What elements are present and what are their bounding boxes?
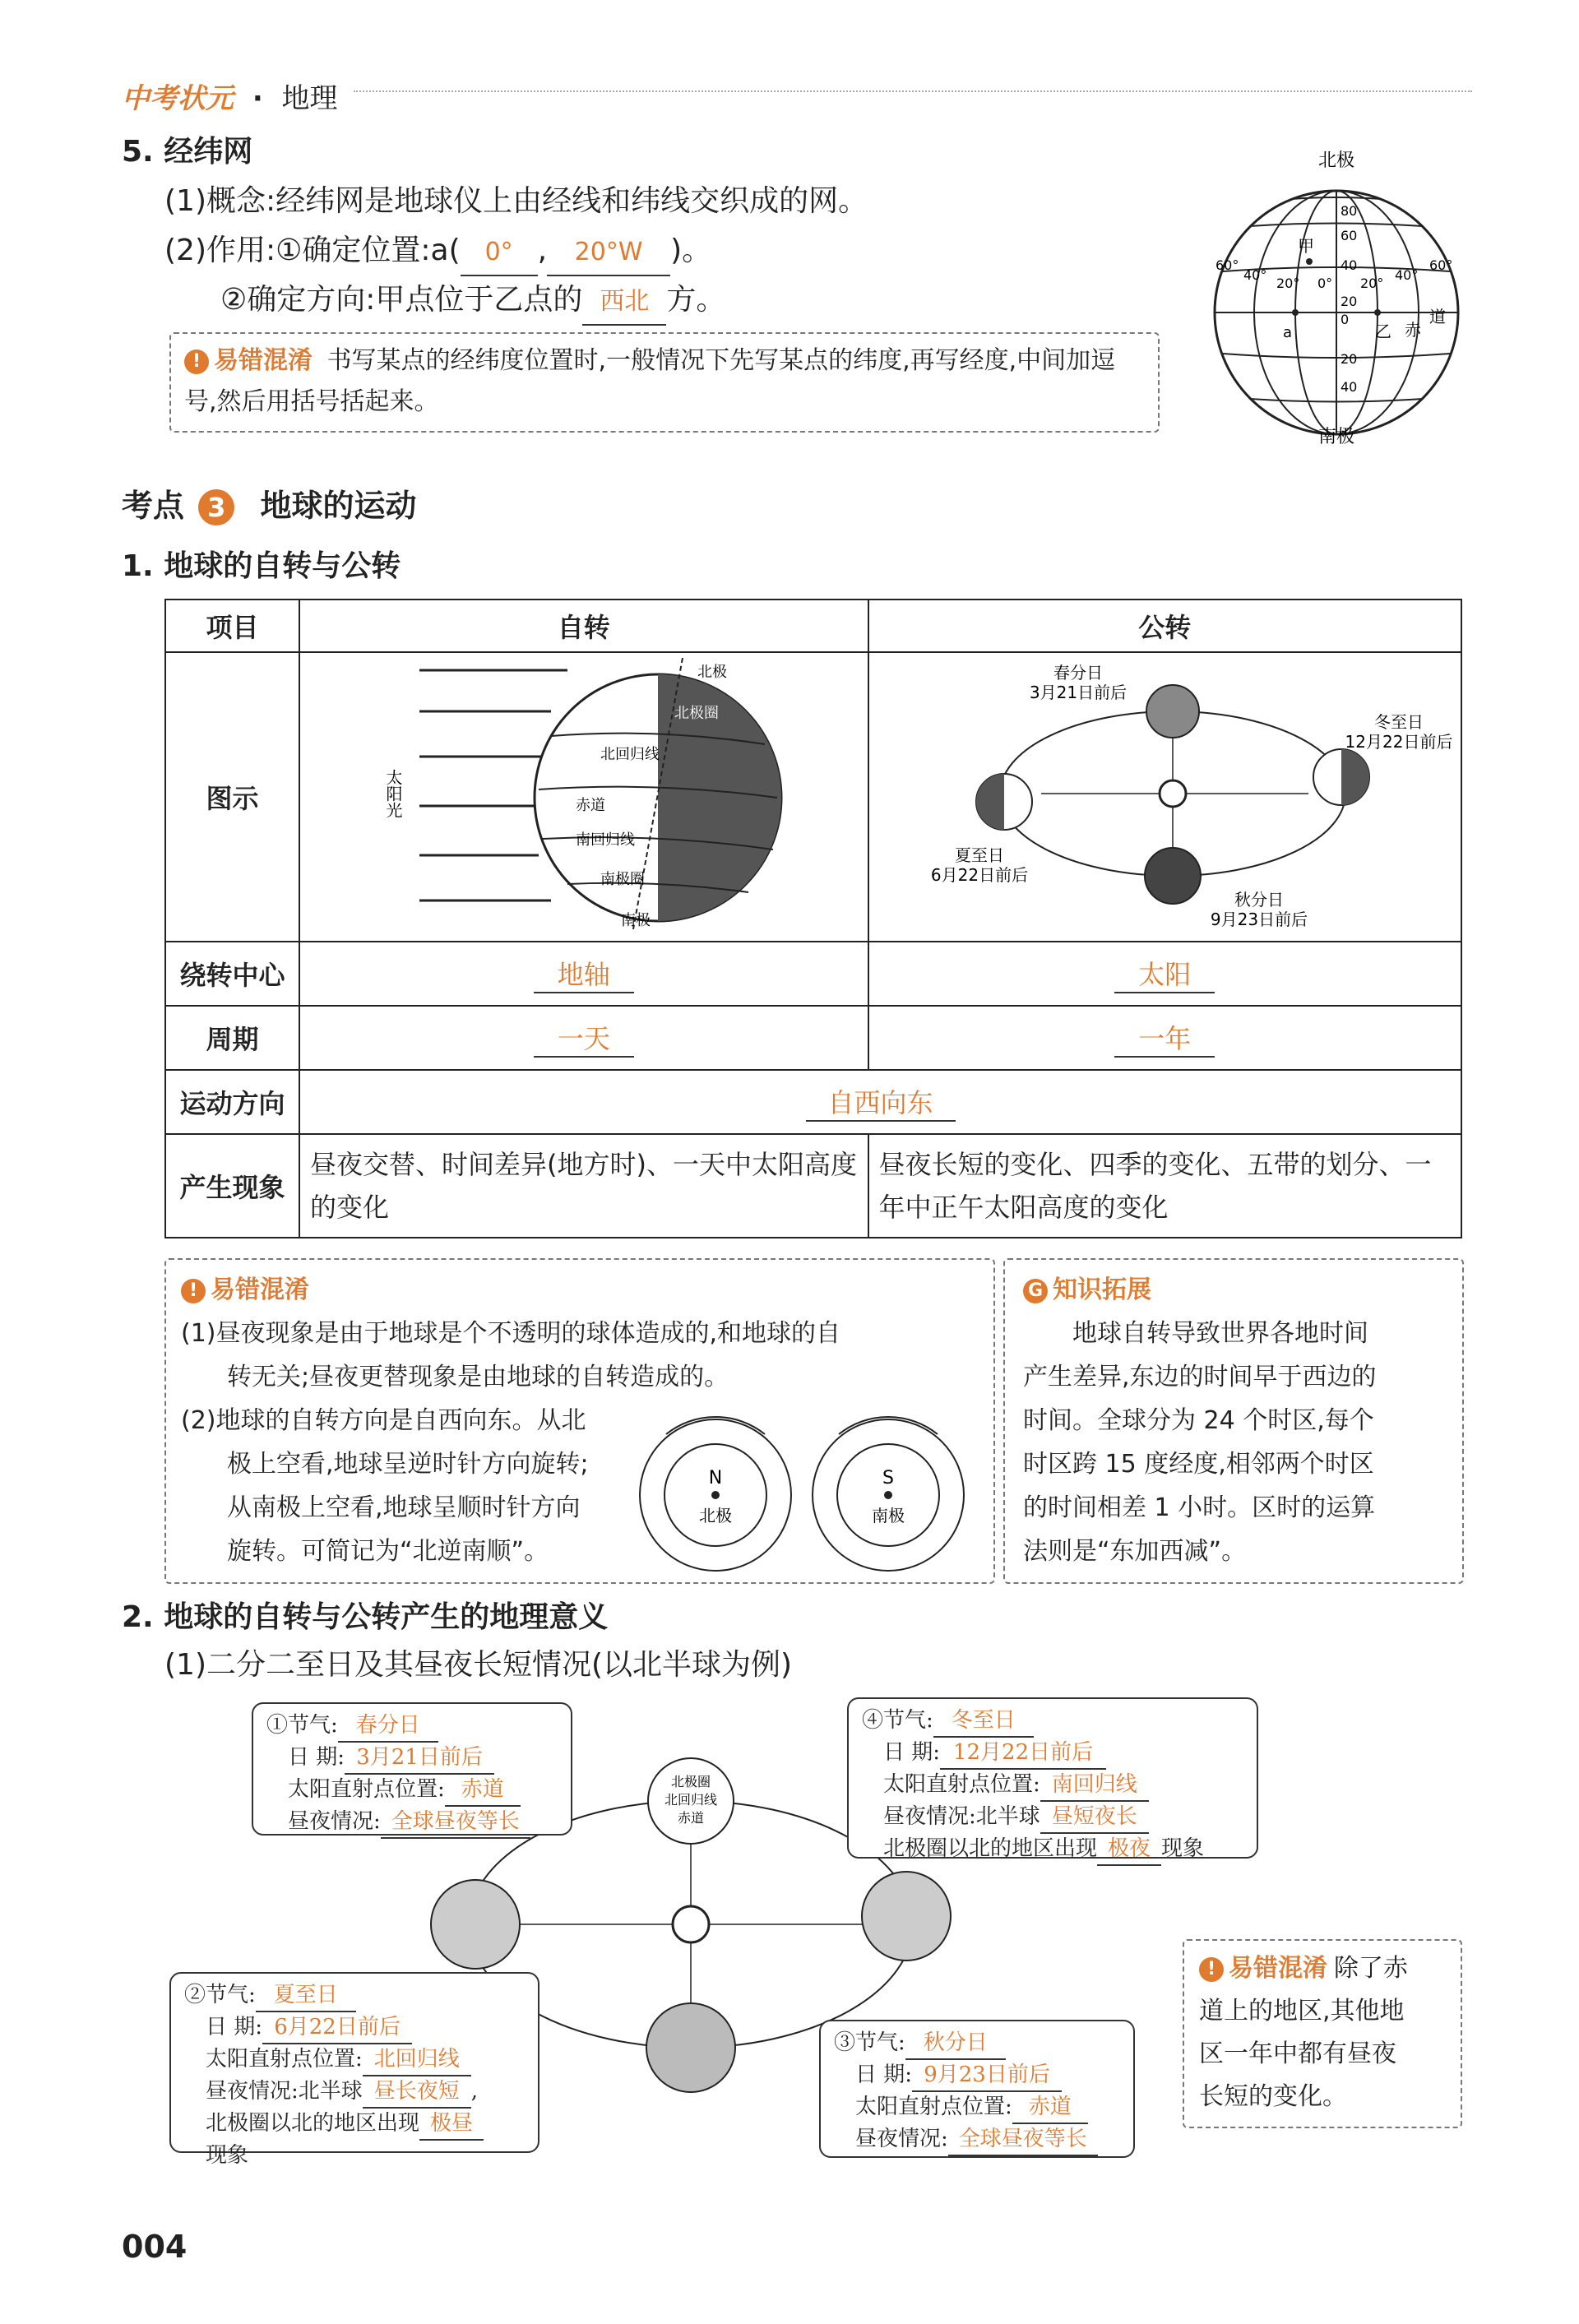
- ext-4: 时区跨 15 度经度,相邻两个时区: [1023, 1450, 1374, 1479]
- box1-pos-l: 太阳直射点位置:: [288, 1777, 445, 1802]
- box4-date: 12月22日前后: [940, 1738, 1106, 1770]
- warn-2b: 极上空看,地球呈逆时针方向旋转;: [227, 1450, 589, 1479]
- globe-lat0: 0: [1341, 312, 1350, 327]
- s2-warning-2: 道上的地区,其他地: [1199, 1997, 1405, 2025]
- direction-value: 自西向东: [806, 1082, 956, 1122]
- rot-north-pole: 北极: [697, 664, 727, 681]
- warning-icon: !: [181, 1279, 206, 1303]
- globe-lon40e: 40°: [1395, 267, 1419, 283]
- s-letter: S: [882, 1468, 894, 1488]
- graticule-globe: [1201, 148, 1472, 452]
- box4-pos-l: 太阳直射点位置:: [883, 1772, 1040, 1797]
- box-spring: [252, 1702, 572, 1836]
- warn-2d: 旋转。可简记为“北逆南顺”。: [227, 1537, 549, 1566]
- globe-lon20: 20°: [1276, 275, 1300, 291]
- box1-date: 3月21日前后: [345, 1743, 494, 1775]
- cg-l2: 北回归线: [664, 1792, 718, 1808]
- globe-lon40: 40°: [1243, 267, 1267, 283]
- n-label: 北极: [699, 1506, 732, 1525]
- notes-warn-label: 易错混淆: [211, 1275, 309, 1304]
- grid-use-a1: 0°: [461, 230, 538, 276]
- warn-2a: (2)地球的自转方向是自西向东。从北: [181, 1406, 586, 1435]
- grid-warning-text: 书写某点的经纬度位置时,一般情况下先写某点的纬度,再写经度,中间加逗号,然后用括号括起来。: [184, 346, 1116, 416]
- ext-3: 时间。全球分为 24 个时区,每个: [1023, 1406, 1374, 1435]
- box2-dn: 昼长夜短: [363, 2076, 471, 2109]
- rot-tropic-s: 南回归线: [575, 831, 635, 849]
- s2-warning-3: 区一年中都有昼夜: [1199, 2039, 1396, 2068]
- box2-pol: 极昼: [419, 2109, 484, 2141]
- summer-globe-2: [431, 1880, 520, 1969]
- box2-n: ②节气:: [184, 1983, 256, 2007]
- grid-use-suffix: )。: [670, 234, 712, 267]
- spring-globe: [1146, 685, 1199, 738]
- phenomena-revolution: 昼夜长短的变化、四季的变化、五带的划分、一年中正午太阳高度的变化: [868, 1134, 1462, 1238]
- section2-warning-box: [1183, 1939, 1462, 2128]
- box2-date-l: 日 期:: [206, 2015, 263, 2039]
- grid-dir-suffix: 方。: [666, 283, 726, 317]
- extension-icon: G: [1023, 1279, 1048, 1303]
- rotation-diagram: [304, 654, 864, 933]
- globe-lat80: 80: [1341, 203, 1358, 219]
- grid-section-title: 5. 经纬网: [122, 135, 253, 169]
- seasons-sun-icon: [673, 1906, 709, 1942]
- phenomena-rotation: 昼夜交替、时间差异(地方时)、一天中太阳高度的变化: [299, 1134, 868, 1238]
- box3-n: ③节气:: [834, 2030, 905, 2055]
- globe-lat20: 20: [1341, 294, 1358, 309]
- header-subject: 地理: [281, 82, 338, 115]
- globe-equator-1: 赤: [1405, 320, 1421, 340]
- rev-autumn: 秋分日: [1234, 890, 1285, 910]
- cg-l1: 北极圈: [670, 1774, 711, 1789]
- box2-term: 夏至日: [256, 1980, 356, 2012]
- box-winter: [847, 1697, 1258, 1859]
- box4-term: 冬至日: [933, 1706, 1034, 1738]
- box2-dn-s: ,: [470, 2079, 479, 2104]
- box2-pos-l: 太阳直射点位置:: [206, 2047, 363, 2072]
- box4-dn: 昼短夜长: [1040, 1802, 1149, 1834]
- s-label: 南极: [872, 1506, 905, 1525]
- globe-lon20e: 20°: [1360, 275, 1384, 291]
- warn-1b: 转无关;昼夜更替现象是由地球的自转造成的。: [227, 1363, 729, 1391]
- header-divider: [354, 90, 1472, 92]
- winter-globe-2: [862, 1872, 951, 1961]
- grid-dir-answer: 西北: [582, 280, 666, 326]
- box3-date-l: 日 期:: [855, 2062, 913, 2087]
- box1-dn: 全球昼夜等长: [381, 1807, 530, 1839]
- box1-term: 春分日: [338, 1711, 438, 1743]
- box4-date-l: 日 期:: [883, 1740, 941, 1765]
- center-revolution: 太阳: [1114, 954, 1215, 993]
- rev-autumn-date: 9月23日前后: [1211, 910, 1308, 929]
- table-row-phenomena: 产生现象: [165, 1134, 299, 1238]
- period-rotation: 一天: [534, 1018, 634, 1058]
- globe-yi: 乙: [1375, 322, 1391, 341]
- globe-a: a: [1283, 324, 1293, 341]
- box4-pol: 极夜: [1097, 1834, 1161, 1866]
- table-row-period: 周期: [165, 1006, 299, 1070]
- n-letter: N: [708, 1468, 723, 1488]
- ext-1: 地球自转导致世界各地时间: [1072, 1319, 1368, 1348]
- rev-spring: 春分日: [1053, 663, 1104, 683]
- box4-n: ④节气:: [862, 1708, 933, 1733]
- rev-winter: 冬至日: [1374, 712, 1424, 732]
- rotation-diagram-cell: [299, 652, 868, 942]
- box1-n: ①节气:: [266, 1713, 338, 1738]
- box2-dn-l: 昼夜情况:北半球: [206, 2079, 363, 2104]
- grid-use-a2: 20°W: [547, 230, 670, 276]
- globe-lat40s: 40: [1341, 379, 1358, 395]
- rot-arctic: 北极圈: [674, 705, 719, 722]
- box4-pol-s: 现象: [1161, 1836, 1205, 1861]
- box2-pol-l: 北极圈以北的地区出现: [206, 2111, 420, 2136]
- ext-5: 的时间相差 1 小时。区时的运算: [1023, 1493, 1376, 1522]
- topic3-title: 地球的运动: [260, 488, 417, 524]
- header-dot: ·: [252, 82, 263, 115]
- box2-pol-s: 现象: [206, 2143, 249, 2168]
- sun-icon: [1160, 780, 1186, 807]
- table-row-direction: 运动方向: [165, 1070, 299, 1134]
- table-header-rotation: 自转: [299, 600, 868, 652]
- rot-tropic-n: 北回归线: [600, 746, 660, 763]
- box-autumn: [819, 2020, 1135, 2158]
- globe-lat60: 60: [1341, 228, 1358, 243]
- autumn-globe-2: [646, 2003, 735, 2092]
- box4-pos: 南回归线: [1040, 1770, 1149, 1802]
- box2-date: 6月22日前后: [262, 2012, 412, 2044]
- sunlight-label: 太阳光: [382, 769, 403, 818]
- header: [122, 76, 338, 116]
- rev-summer: 夏至日: [955, 845, 1005, 865]
- box4-dn-l: 昼夜情况:北半球: [883, 1804, 1040, 1829]
- box3-pos-l: 太阳直射点位置:: [855, 2095, 1012, 2119]
- cg-l3: 赤道: [677, 1810, 705, 1826]
- warn-2c: 从南极上空看,地球呈顺时针方向: [227, 1493, 581, 1522]
- globe-equator-2: 道: [1429, 307, 1446, 326]
- topic3-heading: [122, 485, 417, 526]
- period-revolution: 一年: [1114, 1018, 1215, 1058]
- globe-north-label: 北极: [1317, 150, 1355, 171]
- revolution-diagram-cell: [868, 652, 1462, 942]
- s2-warning-1: 除了赤: [1334, 1954, 1408, 1983]
- s2-warning-4: 长短的变化。: [1199, 2082, 1347, 2111]
- grid-direction: [220, 278, 725, 326]
- ext-label: 知识拓展: [1053, 1275, 1151, 1304]
- ext-2: 产生差异,东边的时间早于西边的: [1023, 1363, 1377, 1391]
- section2-title: 2. 地球的自转与公转产生的地理意义: [122, 1600, 609, 1634]
- box4-pol-l: 北极圈以北的地区出现: [883, 1836, 1098, 1861]
- page-number: 004: [122, 2229, 188, 2265]
- warning-icon: !: [184, 350, 209, 374]
- warning-icon: !: [1199, 1957, 1224, 1982]
- section1-title: 1. 地球的自转与公转: [122, 549, 401, 583]
- grid-dir-prefix: ②确定方向:甲点位于乙点的: [220, 283, 583, 317]
- section2-subtitle: (1)二分二至日及其昼夜长短情况(以北半球为例): [164, 1648, 793, 1682]
- center-rotation: 地轴: [534, 954, 634, 993]
- box1-pos: 赤道: [445, 1775, 521, 1807]
- table-row-diagram: 图示: [165, 652, 299, 942]
- box1-dn-l: 昼夜情况:: [288, 1809, 381, 1834]
- warn-1a: (1)昼夜现象是由于地球是个不透明的球体造成的,和地球的自: [181, 1319, 841, 1348]
- rot-antarctic: 南极圈: [600, 871, 645, 888]
- grid-warning-label: 易错混淆: [214, 346, 313, 375]
- box3-dn: 全球昼夜等长: [948, 2124, 1098, 2156]
- box3-term: 秋分日: [905, 2028, 1006, 2060]
- globe-lon60: 60°: [1216, 257, 1239, 273]
- globe-lat40: 40: [1341, 257, 1358, 273]
- rev-summer-date: 6月22日前后: [931, 865, 1029, 885]
- grid-use: [164, 229, 711, 276]
- box3-pos: 赤道: [1012, 2092, 1088, 2124]
- s2-warning-label: 易错混淆: [1229, 1954, 1327, 1983]
- box-summer: [169, 1972, 539, 2168]
- globe-lon60e: 60°: [1429, 257, 1453, 273]
- box3-dn-l: 昼夜情况:: [855, 2127, 948, 2151]
- revolution-diagram: [873, 654, 1456, 933]
- globe-south-label: 南极: [1317, 427, 1355, 447]
- topic3-label: 考点: [122, 488, 185, 524]
- rev-winter-date: 12月22日前后: [1345, 732, 1453, 752]
- pole-rotation-diagram: [633, 1405, 979, 1577]
- rev-spring-date: 3月21日前后: [1030, 683, 1128, 702]
- rot-south-pole: 南极: [620, 912, 651, 929]
- rot-equator: 赤道: [575, 797, 605, 814]
- table-header-revolution: 公转: [868, 600, 1462, 652]
- grid-warning-box: [169, 332, 1160, 433]
- autumn-globe: [1145, 848, 1201, 904]
- globe-jia: 甲: [1298, 236, 1314, 256]
- topic3-number: 3: [198, 489, 234, 525]
- extension-box: [1003, 1258, 1464, 1584]
- header-brand: 中考状元: [122, 82, 234, 115]
- rotation-revolution-table: [164, 599, 1462, 1238]
- box1-date-l: 日 期:: [288, 1745, 345, 1770]
- ext-6: 法则是“东加西减”。: [1023, 1537, 1247, 1566]
- grid-use-comma: ,: [537, 234, 548, 267]
- grid-concept: (1)概念:经纬网是地球仪上由经线和纬线交织成的网。: [164, 184, 868, 218]
- globe-lat20s: 20: [1341, 351, 1358, 367]
- globe-lon0: 0°: [1317, 275, 1333, 291]
- grid-use-prefix: (2)作用:①确定位置:a(: [164, 234, 461, 267]
- table-row-center: 绕转中心: [165, 942, 299, 1006]
- box2-pos: 北回归线: [363, 2044, 471, 2076]
- box3-date: 9月23日前后: [912, 2060, 1062, 2092]
- table-header-item: 项目: [165, 600, 299, 652]
